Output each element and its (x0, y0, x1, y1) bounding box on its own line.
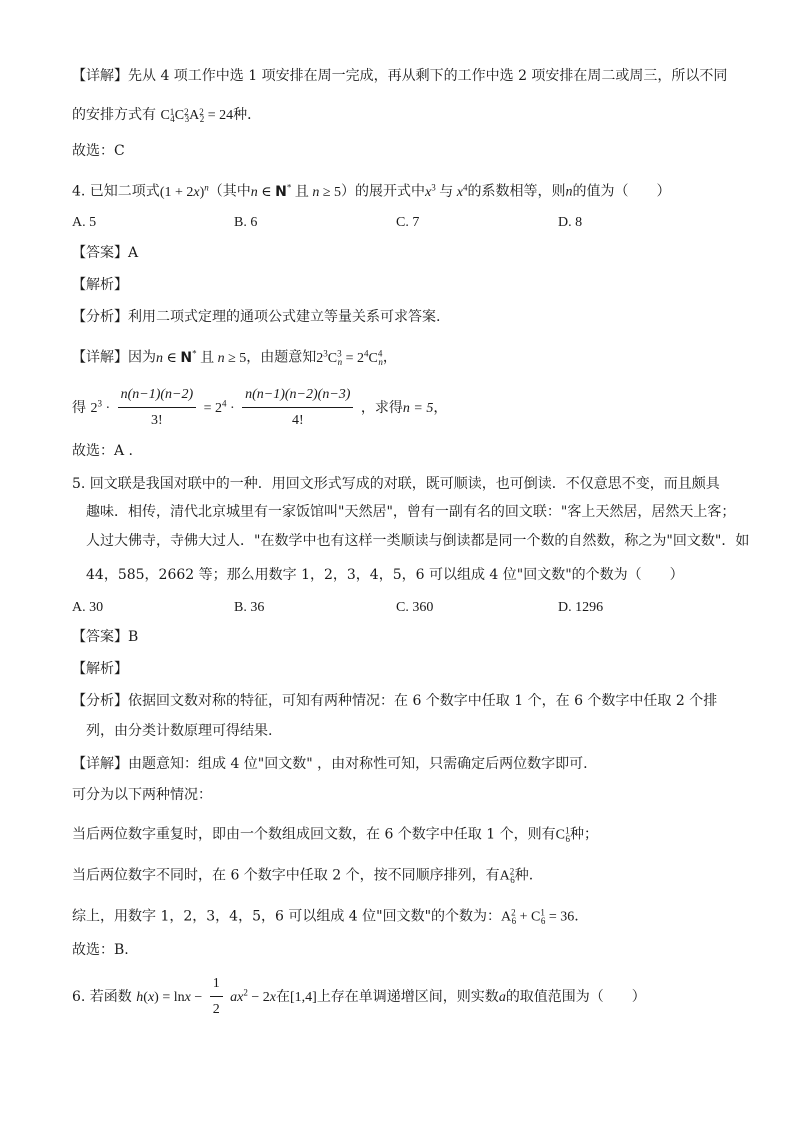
q5-two-cases: 可分为以下两种情况： (72, 787, 212, 803)
q5-sum-post: . (574, 908, 579, 925)
q4-de-post: ，求得 (360, 400, 403, 416)
q5-answer: 【答案】B (72, 629, 139, 645)
q4-detail-mid: ，由题意知 (246, 349, 317, 366)
q4-de-rhs-fraction (242, 385, 353, 431)
q5-option-d: D. 1296 (558, 600, 604, 615)
q6-function: h(x) = lnx − (136, 990, 203, 1005)
q5-option-a: A. 30 (72, 600, 104, 615)
q6-frac-num: 1 (210, 974, 223, 997)
q6-rest: $ax^2 - 2x$ (230, 987, 276, 1005)
q4-option-b: B. 6 (234, 215, 258, 230)
q4-stem-post: 的系数相等，则 (467, 183, 566, 200)
q6-fraction (210, 974, 223, 1020)
q6-interval: [1,4] (289, 990, 317, 1005)
q5-fenxi-text: 依据回文数对称的特征，可知有两种情况：在 6 个数字中任取 1 个，在 6 个数字中任取 2 个排 (128, 693, 718, 709)
q4-stem-mid2: ）的展开式中 (341, 183, 426, 200)
q5-case2-post: 种. (514, 867, 534, 884)
q4-stem-end: 的值为（ ） (572, 183, 671, 200)
q6-stem-post: 上存在单调递增区间，则实数 (316, 989, 499, 1005)
q5-detail (72, 754, 588, 774)
q5-analysis-label: 【解析】 (72, 661, 128, 677)
q4-detail-eq: $2^3C^3_n = 2^4C^4_n$ (316, 348, 383, 368)
q5-case2 (72, 861, 533, 890)
q5-fenxi-line2: 列，由分类计数原理可得结果. (86, 723, 273, 739)
q4-derivation (72, 385, 447, 431)
q4-option-c: C. 7 (396, 215, 420, 230)
q4-answer: 【答案】A (72, 245, 139, 261)
q5-detail-tag: 【详解】 (72, 756, 128, 772)
q4-stem-var: n (565, 184, 573, 200)
q6-stem-mid: 在 (275, 989, 290, 1005)
q4-de-eq: = $2^4$ · (203, 398, 235, 416)
q5-stem-line1: 5. 回文联是我国对联中的一种．用回文形式写成的对联，既可顺读，也可倒读．不仅意思不变，而且颇具 (72, 476, 720, 492)
q5-sum-pre: 综上，用数字 1，2，3，4，5，6 可以组成 4 位"回文数"的个数为： (72, 908, 502, 925)
q4-fenxi-text: 利用二项式定理的通项公式建立等量关系可求答案. (128, 309, 441, 325)
q5-case1 (72, 820, 598, 849)
q4-de-lhs-den: 3! (151, 413, 163, 428)
q5-select: 故选：B. (72, 942, 129, 958)
q5-fenxi-line1 (72, 691, 717, 711)
q4-de-pre: 得 (72, 400, 86, 416)
q3-select: 故选：C (72, 143, 125, 159)
q5-case2-pre: 当后两位数字不同时，在 6 个数字中任取 2 个，按不同顺序排列，有 (72, 867, 500, 884)
q3-detail-tag: 【详解】 (72, 68, 128, 84)
q4-option-a: A. 5 (72, 215, 97, 230)
q4-binomial: $(1 + 2x)^n$ (159, 182, 209, 200)
q5-case2-formula: $A^2_6$ (499, 866, 515, 886)
q3-detail-text: 先从 4 项工作中选 1 项安排在周一完成，再从剩下的工作中选 2 项安排在周二或周三，所以不同 (128, 68, 728, 84)
q4-detail-pre: 因为 (128, 349, 156, 366)
q5-stem-line3: 人过大佛寺，寺佛大过人．"在数学中也有这样一类顺读与倒读都是同一个数的自然数，称之为"回文数"．如 (86, 533, 750, 549)
q5-case1-formula: $C^1_6$ (555, 825, 570, 845)
q6-stem (72, 974, 646, 1020)
q4-detail-cond: n ∈ N* 且 n ≥ 5 (156, 348, 247, 366)
q6-stem-var: a (498, 990, 506, 1005)
q6-stem-pre: 6. 若函数 (72, 989, 132, 1005)
q3-detail-text2-pre: 的安排方式有 (72, 107, 156, 123)
q4-detail (72, 343, 397, 372)
q5-fenxi-tag: 【分析】 (72, 693, 128, 709)
q6-frac-den: 2 (212, 1002, 220, 1017)
q4-stem-pre: 4. 已知二项式 (72, 183, 160, 200)
q4-fenxi-tag: 【分析】 (72, 309, 128, 325)
q4-de-result: n = 5 (402, 401, 434, 416)
q3-detail-text2-post: 种． (233, 107, 262, 123)
q4-detail-end: ， (382, 349, 397, 366)
q5-summary (72, 902, 579, 931)
q5-case1-post: 种； (569, 826, 598, 843)
q5-stem-line2: 趣味．相传，清代北京城里有一家饭馆叫"天然居"，曾有一副有名的回文联："客上天然居，居然天上客； (86, 504, 736, 520)
q4-detail-tag: 【详解】 (72, 349, 128, 366)
q3-detail-line1 (72, 66, 727, 86)
q4-de-lhs-fraction (118, 385, 197, 431)
q5-case1-pre: 当后两位数字重复时，即由一个数组成回文数，在 6 个数字中任取 1 个，则有 (72, 826, 556, 843)
q4-fenxi (72, 307, 440, 327)
q4-de-lhs-coef: $2^3$ · (90, 398, 111, 416)
q5-detail-text: 由题意知：组成 4 位"回文数" ，由对称性可知，只需确定后两位数字即可. (128, 756, 588, 772)
q3-detail-line2 (72, 102, 261, 129)
q4-de-lhs-num: n(n−1)(n−2) (118, 385, 197, 408)
q4-de-end: ， (433, 400, 448, 416)
q3-detail-formula: $C^1_4C^2_3A^2_2 = 24$ (160, 107, 234, 124)
q5-stem-line4: 44，585，2662 等；那么用数字 1，2，3，4，5，6 可以组成 4 位"回文数"的个数为（ ） (86, 567, 684, 583)
q6-stem-end: 的取值范围为（ ） (505, 989, 646, 1005)
q4-de-rhs-num: n(n−1)(n−2)(n−3) (242, 385, 353, 408)
q4-stem-mid: （其中 (208, 183, 251, 200)
q4-stem (72, 177, 670, 203)
q4-analysis-label: 【解析】 (72, 277, 128, 293)
q4-select: 故选：A . (72, 443, 134, 459)
q5-sum-formula: $A^2_6 + C^1_6 = 36$ (501, 907, 575, 927)
q5-option-b: B. 36 (234, 600, 265, 615)
q4-terms: $x^3$ 与 $x^4$ (425, 182, 468, 200)
q4-cond: n ∈ N* 且 n ≥ 5 (250, 182, 342, 200)
q5-option-c: C. 360 (396, 600, 434, 615)
q4-de-rhs-den: 4! (291, 413, 304, 428)
q4-option-d: D. 8 (558, 215, 583, 230)
